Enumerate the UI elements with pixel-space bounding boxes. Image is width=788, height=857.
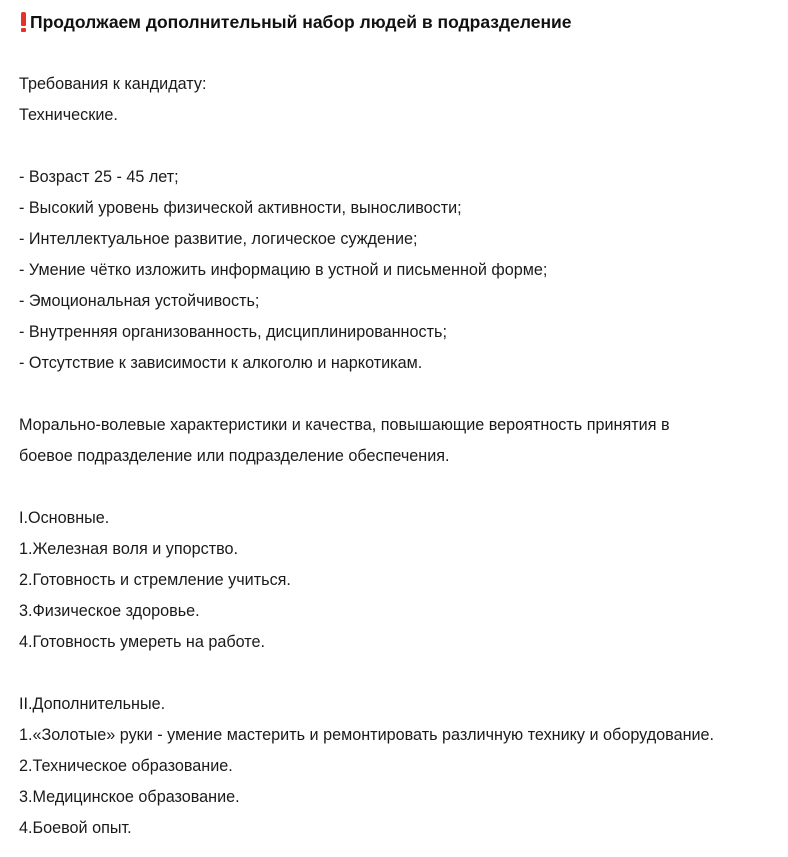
blank-line — [19, 379, 778, 410]
list-item: - Умение чётко изложить информацию в устной и письменной форме; — [19, 261, 548, 279]
list-item: 4.Готовность умереть на работе. — [19, 633, 265, 651]
blank-line — [19, 658, 778, 689]
list-item: 4.Боевой опыт. — [19, 819, 132, 837]
list-item: 1.Железная воля и упорство. — [19, 540, 239, 558]
list-item: 3.Медицинское образование. — [19, 788, 240, 806]
post-title-row — [19, 8, 778, 36]
requirements-heading: Требования к кандидату: — [19, 75, 207, 93]
list-item: 3.Физическое здоровье. — [19, 602, 200, 620]
basic-heading: I.Основные. — [19, 509, 110, 527]
list-item: 1.«Золотые» руки - умение мастерить и ремонтировать различную технику и оборудование. — [19, 726, 715, 744]
list-item: - Интеллектуальное развитие, логическое суждение; — [19, 230, 418, 248]
moral-paragraph-line: боевое подразделение или подразделение обеспечения. — [19, 447, 450, 465]
exclamation-mark-icon — [19, 12, 28, 32]
additional-heading: II.Дополнительные. — [19, 695, 166, 713]
list-item: 2.Готовность и стремление учиться. — [19, 571, 291, 589]
list-item: - Высокий уровень физической активности, выносливости; — [19, 199, 462, 217]
post-body — [19, 69, 778, 844]
blank-line — [19, 472, 778, 503]
moral-paragraph-line: Морально-волевые характеристики и качества, повышающие вероятность принятия в — [19, 416, 670, 434]
list-item: - Эмоциональная устойчивость; — [19, 292, 260, 310]
post-title: Продолжаем дополнительный набор людей в подразделение — [30, 11, 572, 32]
list-item: - Возраст 25 - 45 лет; — [19, 168, 179, 186]
technical-label: Технические. — [19, 106, 118, 124]
blank-line — [19, 131, 778, 162]
list-item: 2.Техническое образование. — [19, 757, 233, 775]
list-item: - Внутренняя организованность, дисциплинированность; — [19, 323, 447, 341]
list-item: - Отсутствие к зависимости к алкоголю и наркотикам. — [19, 354, 423, 372]
